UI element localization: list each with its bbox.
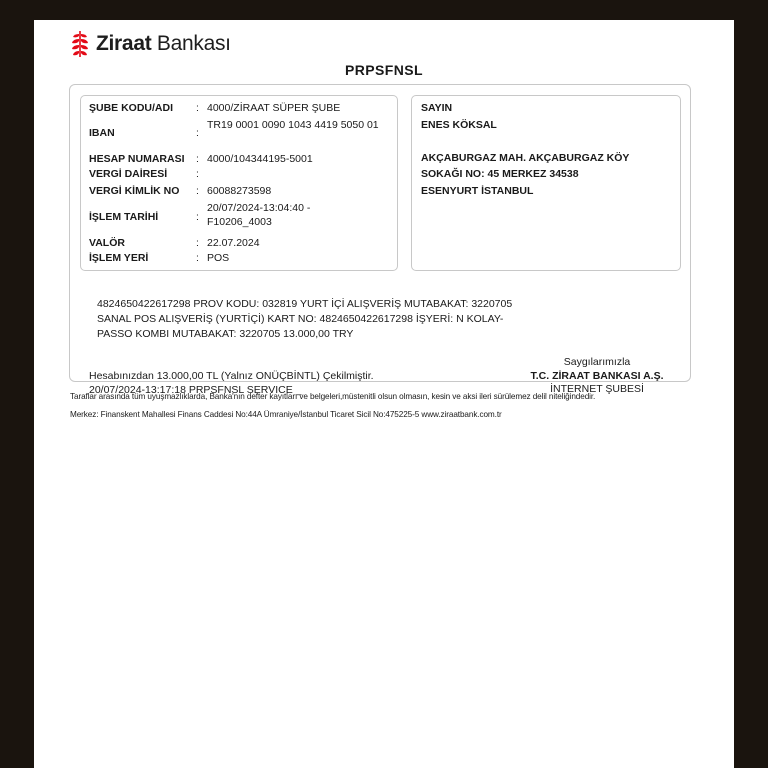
receipt-page [34, 20, 734, 768]
legal-address: Merkez: Finanskent Mahallesi Finans Caddesi No:44A Ümraniye/İstanbul Ticaret Sicil No:475225-5 www.ziraatbank.com.tr [70, 409, 502, 419]
field-label: HESAP NUMARASI [89, 153, 185, 165]
field-label: VERGİ DAİRESİ [89, 168, 168, 180]
recipient-name: ENES KÖKSAL [421, 119, 497, 131]
legal-disclaimer: Taraflar arasında tüm uyuşmazlıklarda, Banka'nın defter kayıtları ve belgeleri,müstenitli olsun olmasın, kesin ve aksi ileri sürülemez delil niteliğindedir. [70, 392, 596, 401]
bank-logo [70, 30, 231, 58]
recipient-salutation: SAYIN [421, 102, 453, 114]
field-value: 60088273598 [207, 185, 272, 197]
signature-closing: Saygılarımızla [563, 356, 631, 368]
bank-logo-text: Ziraat Bankası [96, 32, 231, 55]
signature-bank: T.C. ZİRAAT BANKASI A.Ş. [530, 369, 664, 382]
account-info-box: ŞUBE KODU/ADI : 4000/ZİRAAT SÜPER ŞUBE IBAN : TR19 0001 0090 1043 4419 5050 01 HESAP NUMARASI : 4000/104344195-5001 VERGİ DAİRESİ : VERGİ KİMLİK NO : 60088273598 İŞLEM TARİHİ : 20/07/2024-13:04:40 - F10206_4003 VALÖR : 22.07.2024 İŞLEM YERİ : POS [80, 95, 398, 271]
recipient-address-line3: ESENYURT İSTANBUL [421, 185, 534, 197]
field-value: TR19 0001 0090 1043 4419 5050 01 [207, 119, 379, 131]
document-title: PRPSFNSL [345, 62, 423, 78]
recipient-address-line2: SOKAĞI NO: 45 MERKEZ 34538 [421, 168, 579, 180]
withdrawal-timestamp: 20/07/2024-13:17:18 PRPSFNSL SERVICE _ [89, 383, 302, 396]
field-label: VERGİ KİMLİK NO [89, 185, 180, 197]
recipient-box [411, 95, 681, 271]
transaction-description [97, 297, 567, 342]
transaction-line: SANAL POS ALIŞVERİŞ (YURTİÇİ) KART NO: 4824650422617298 İŞYERİ: N KOLAY- [97, 313, 504, 325]
legal-footer [70, 388, 730, 423]
field-value: 20/07/2024-13:04:40 - F10206_4003 [207, 202, 311, 228]
field-label: İŞLEM TARİHİ [89, 211, 159, 223]
field-label: IBAN [89, 127, 115, 139]
field-value: 22.07.2024 [207, 237, 260, 249]
field-value: 4000/104344195-5001 [207, 153, 313, 165]
receipt-box [69, 84, 691, 396]
field-label: İŞLEM YERİ [89, 252, 149, 264]
transaction-line: PASSO KOMBI MUTABAKAT: 3220705 13.000,00 TRY [97, 328, 354, 340]
field-label: ŞUBE KODU/ADI [89, 102, 174, 114]
transaction-line: 4824650422617298 PROV KODU: 032819 YURT İÇİ ALIŞVERİŞ MUTABAKAT: 3220705 [97, 298, 513, 310]
withdrawal-amount: Hesabınızdan 13.000,00 TL (Yalnız ONÜÇBİNTL) Çekilmiştir. [89, 370, 374, 382]
field-value: POS [207, 252, 230, 264]
signature-branch: İNTERNET ŞUBESİ [550, 383, 644, 395]
recipient-address-line1: AKÇABURGAZ MAH. AKÇABURGAZ KÖY [421, 152, 630, 164]
field-value: 4000/ZİRAAT SÜPER ŞUBE [207, 102, 341, 114]
wheat-logo-icon [70, 30, 90, 58]
field-label: VALÖR [89, 237, 125, 249]
